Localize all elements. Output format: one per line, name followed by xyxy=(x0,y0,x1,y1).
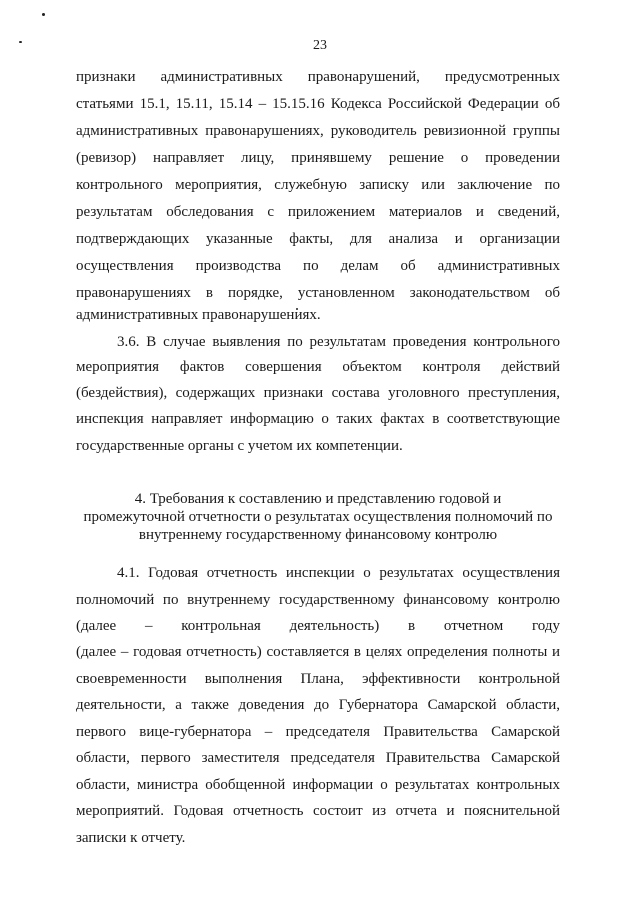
heading-line: внутреннему государственному финансовому контролю xyxy=(138,527,498,543)
text-line: правонарушениях в порядке, установленном законодательством об xyxy=(76,285,560,301)
text-line: 4.1. Годовая отчетность инспекции о результатах осуществления xyxy=(117,565,560,581)
text-line: осуществления производства по делам об административных xyxy=(76,258,560,274)
text-line: деятельности, а также доведения до Губернатора Самарской области, xyxy=(76,697,560,713)
text-line: мероприятий. Годовая отчетность состоит из отчета и пояснительной xyxy=(76,803,560,819)
text-line: полномочий по внутреннему государственному финансовому контролю xyxy=(76,592,560,608)
text-line: области, первого заместителя председателя Правительства Самарской xyxy=(76,750,560,766)
text-line: (бездействия), содержащих признаки состава уголовного преступления, xyxy=(76,385,560,401)
scan-speck xyxy=(42,13,45,16)
text-line: области, министра обобщенной информации о результатах контрольных xyxy=(76,777,560,793)
text-line: мероприятия фактов совершения объектом контроля действий xyxy=(76,359,560,375)
text-line: признаки административных правонарушений, предусмотренных xyxy=(76,69,560,85)
text-line: 3.6. В случае выявления по результатам проведения контрольного xyxy=(117,334,560,350)
text-line: инспекция направляет информацию о таких фактах в соответствующие xyxy=(76,411,560,427)
text-line: первого вице-губернатора – председателя Правительства Самарской xyxy=(76,724,560,740)
page-number: 23 xyxy=(313,38,327,53)
text-line: результатам обследования с приложением материалов и сведений, xyxy=(76,204,560,220)
text-line: административных правонарушениях, руководитель ревизионной группы xyxy=(76,123,560,139)
text-line: (далее – контрольная деятельность) в отчетном году xyxy=(76,618,560,634)
heading-line: промежуточной отчетности о результатах осуществления полномочий по xyxy=(83,509,553,525)
text-line: подтверждающих указанные факты, для анализа и организации xyxy=(76,231,560,247)
text-line: контрольного мероприятия, служебную записку или заключение по xyxy=(76,177,560,193)
text-line: административных правонарушениях. xyxy=(76,307,321,323)
text-line: (ревизор) направляет лицу, принявшему решение о проведении xyxy=(76,150,560,166)
heading-line: 4. Требования к составлению и представлению годовой и xyxy=(134,491,502,507)
text-line: (далее – годовая отчетность) составляется в целях определения полноты и xyxy=(76,644,560,660)
text-line: статьями 15.1, 15.11, 15.14 – 15.15.16 Кодекса Российской Федерации об xyxy=(76,96,560,112)
text-line: своевременности выполнения Плана, эффективности контрольной xyxy=(76,671,560,687)
text-line: записки к отчету. xyxy=(76,830,186,846)
text-line: государственные органы с учетом их компетенции. xyxy=(76,438,403,454)
